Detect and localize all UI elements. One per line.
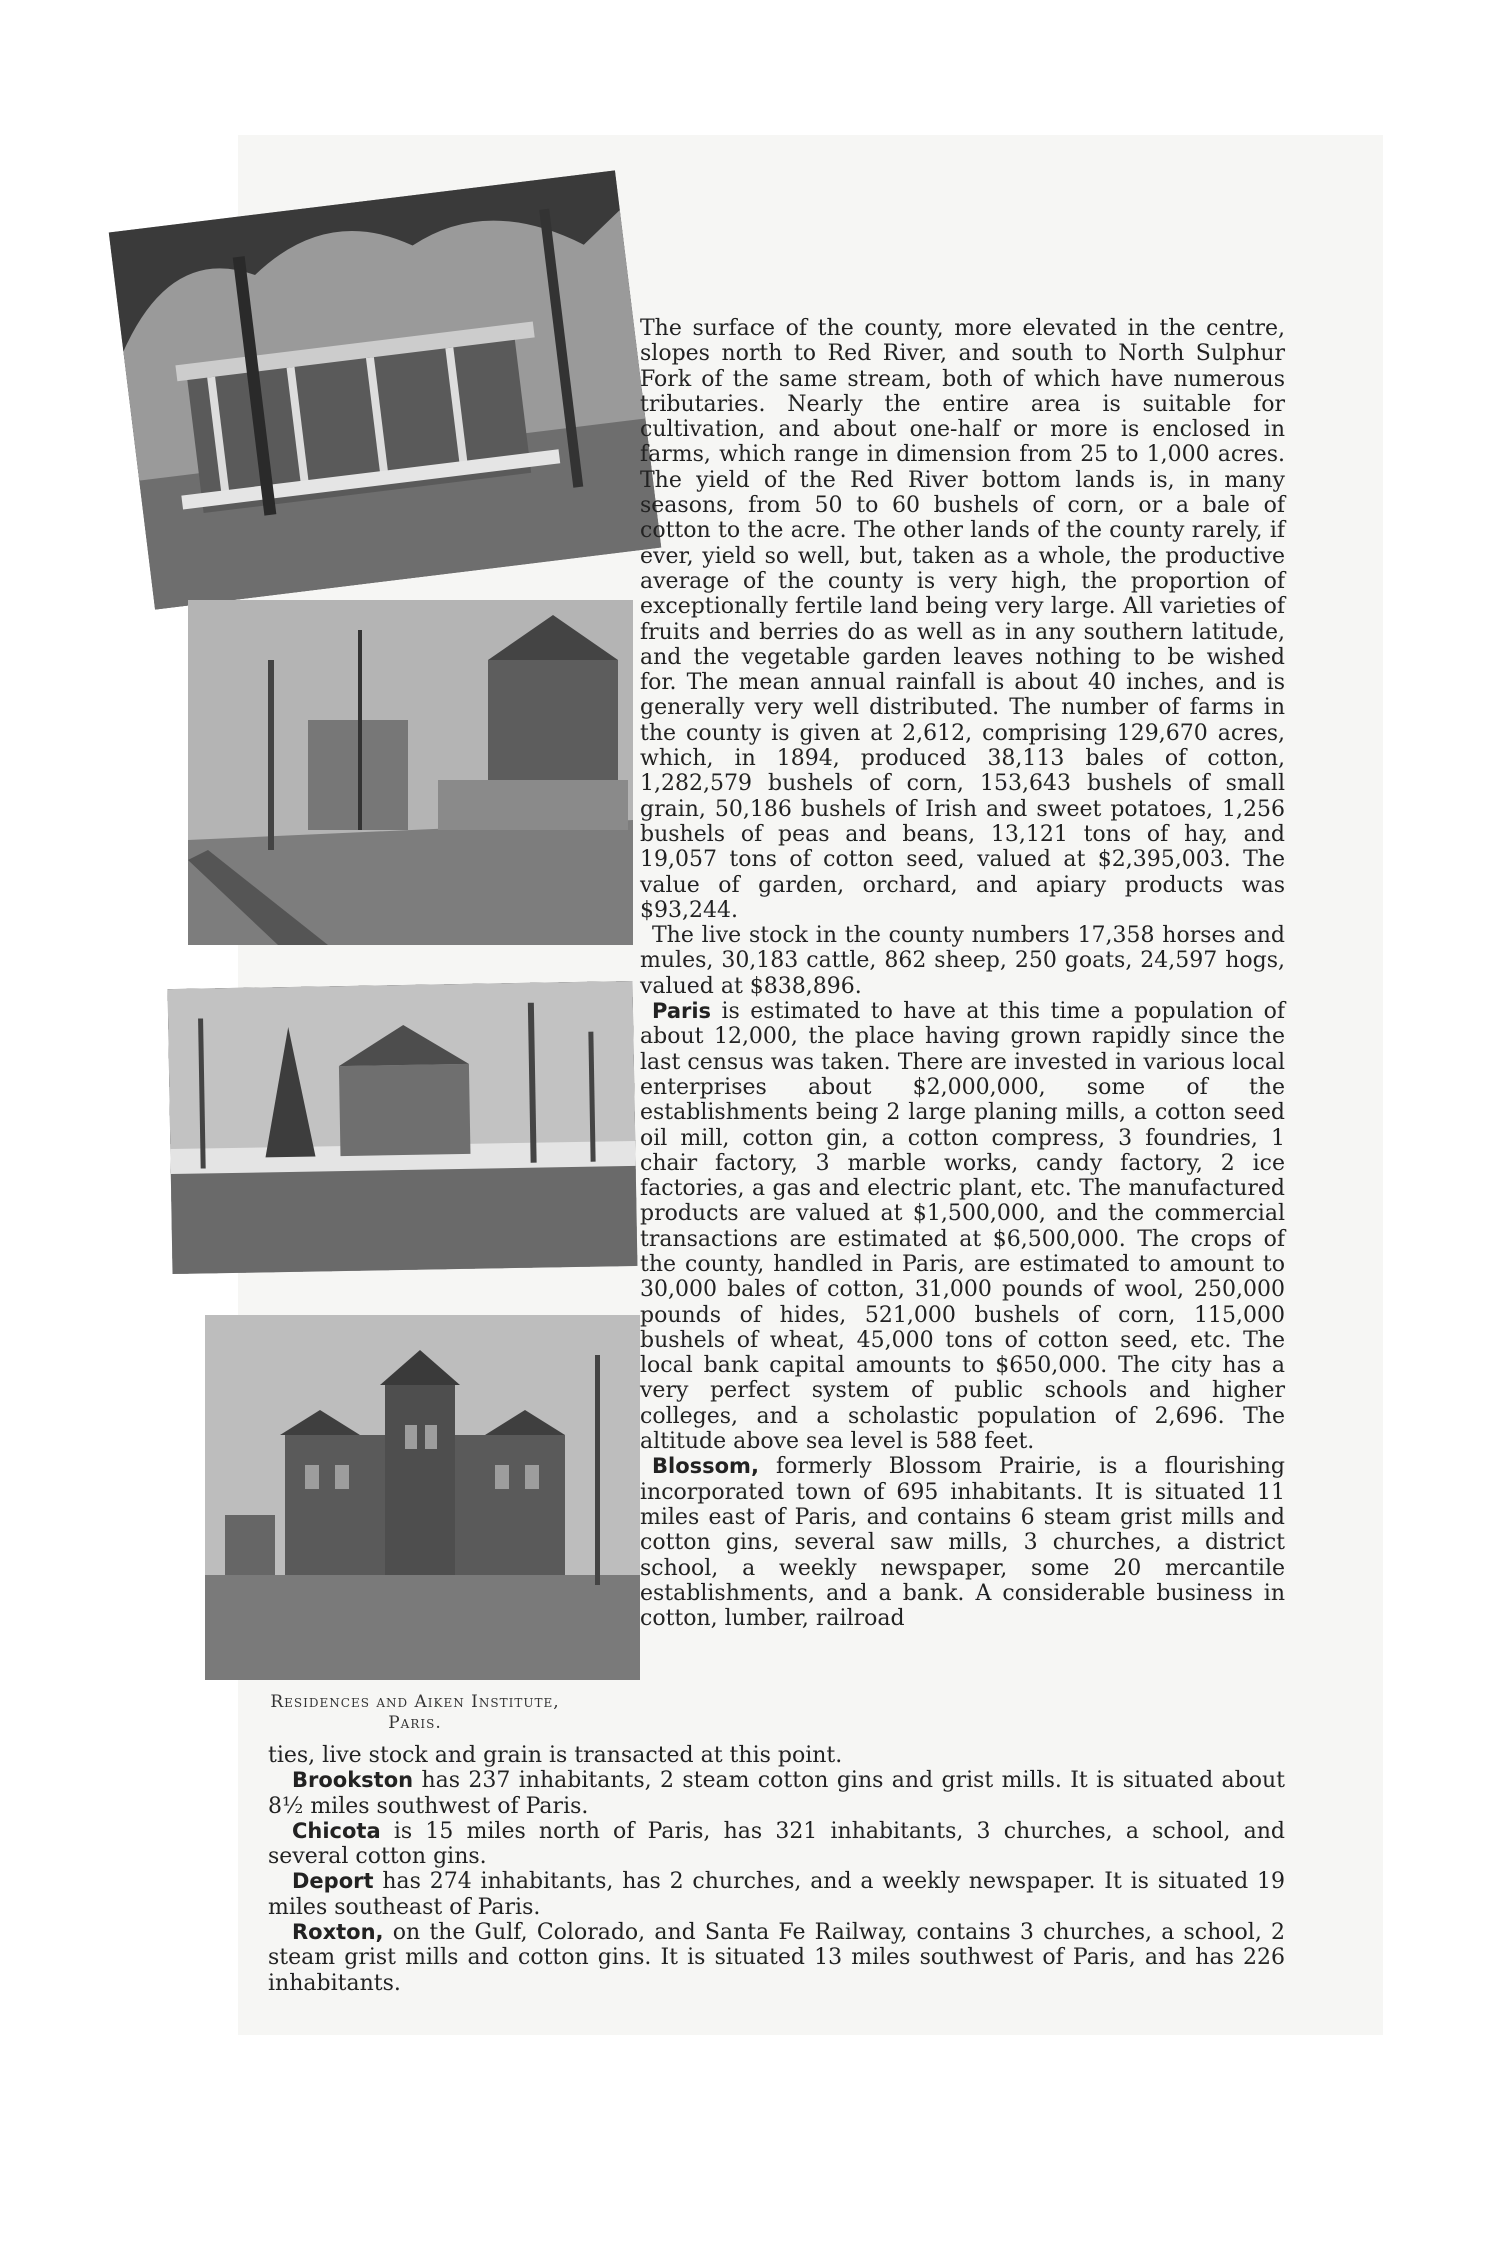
street-houses-photo	[188, 600, 633, 945]
caption-line-1: Residences and Aiken Institute,	[270, 1692, 560, 1712]
paragraph-surface: The surface of the county, more elevated in the centre, slopes north to Red River, and south to North Sulphur Fork of the same stream, both of which have numerous tributaries. Nearly the entire area is suitable for cultivation, and about one-half or more is enclosed in farms, which range in dimension from 25 to 1,000 acres. The yield of the Red River bottom lands is, in many seasons, from 50 to 60 bushels of corn, or a bale of cotton to the acre. The other lands of the county rarely, if ever, yield so well, but, taken as a whole, the productive average of the county is very high, the proportion of exceptionally fertile land being very large. All varieties of fruits and berries do as well as in any southern latitude, and the vegetable garden leaves nothing to be wished for. The mean annual rainfall is about 40 inches, and is generally very well distributed. The number of farms in the county is given at 2,612, comprising 129,670 acres, which, in 1894, produced 38,113 bales of cotton, 1,282,579 bushels of corn, 153,643 bushels of small grain, 50,186 bushels of Irish and sweet potatoes, 1,256 bushels of peas and beans, 13,121 tons of hay, and 19,057 tons of cotton seed, valued at $2,395,003. The value of garden, orchard, and apiary products was $93,244.	[640, 316, 1285, 923]
town-name-deport: Deport	[292, 1869, 374, 1894]
town-name-paris: Paris	[652, 999, 712, 1024]
town-name-roxton: Roxton,	[292, 1920, 384, 1945]
residence-porch-photo	[109, 170, 662, 609]
paragraph-chicota: Chicota is 15 miles north of Paris, has 321 inhabitants, 3 churches, a school, and several cotton gins.	[268, 1818, 1285, 1870]
paragraph-livestock: The live stock in the county numbers 17,358 horses and mules, 30,183 cattle, 862 sheep, 250 goats, 24,597 hogs, valued at $838,896.	[640, 923, 1285, 999]
article-column	[640, 316, 1285, 1631]
town-name-chicota: Chicota	[292, 1818, 381, 1843]
town-name-brookston: Brookston	[292, 1768, 414, 1793]
paragraph-brookston: Brookston has 237 inhabitants, 2 steam cotton gins and grist mills. It is situated about 8½ miles southwest of Paris.	[268, 1768, 1285, 1819]
house-fence-photo	[168, 981, 638, 1274]
aiken-institute-photo	[205, 1315, 640, 1680]
article-bottom	[268, 1743, 1285, 1996]
caption-line-2: Paris.	[388, 1713, 442, 1733]
paragraph-blossom: Blossom, formerly Blossom Prairie, is a flourishing incorporated town of 695 inhabitants. It is situated 11 miles east of Paris, and contains 6 steam grist mills and cotton gins, several saw mills, 3 churches, a district school, a weekly newspaper, some 20 mercantile establishments, and a bank. A considerable business in cotton, lumber, railroad	[640, 1454, 1285, 1632]
paragraph-paris: Paris is estimated to have at this time a population of about 12,000, the place having grown rapidly since the last census was taken. There are invested in various local enterprises about $2,000,000, some of the establishments being 2 large planing mills, a cotton seed oil mill, cotton gin, a cotton compress, 3 foundries, 1 chair factory, 3 marble works, candy factory, 2 ice factories, a gas and electric plant, etc. The manufactured products are valued at $1,500,000, and the commercial transactions are estimated at $6,500,000. The crops of the county, handled in Paris, are estimated to amount to 30,000 bales of cotton, 31,000 pounds of wool, 250,000 pounds of hides, 521,000 bushels of corn, 115,000 bushels of wheat, 45,000 tons of cotton seed, etc. The local bank capital amounts to $650,000. The city has a very perfect system of public schools and higher colleges, and a scholastic population of 2,696. The altitude above sea level is 588 feet.	[640, 999, 1285, 1455]
paragraph-deport: Deport has 274 inhabitants, has 2 churches, and a weekly newspaper. It is situated 19 miles southeast of Paris.	[268, 1869, 1285, 1920]
town-name-blossom: Blossom,	[652, 1454, 759, 1479]
paragraph-blossom-cont: ties, live stock and grain is transacted at this point.	[268, 1743, 843, 1768]
paragraph-roxton: Roxton, on the Gulf, Colorado, and Santa Fe Railway, contains 3 churches, a school, 2 steam grist mills and cotton gins. It is situated 13 miles southwest of Paris, and has 226 inhabitants.	[268, 1920, 1285, 1996]
photo-caption	[205, 1692, 625, 1734]
